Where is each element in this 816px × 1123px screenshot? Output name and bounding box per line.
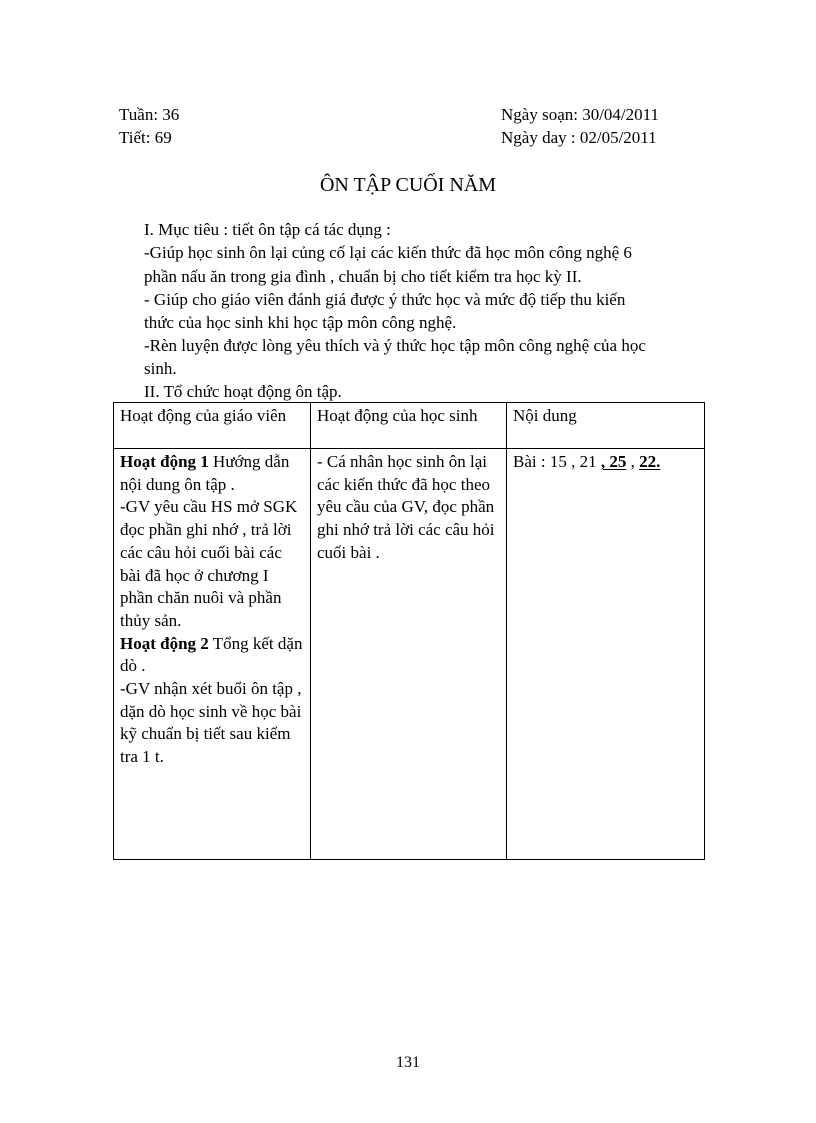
teacher-activities xyxy=(114,449,311,860)
content-prefix: Bài : 15 , 21 xyxy=(513,452,601,471)
table-header-row xyxy=(114,403,705,449)
activity1-subtitle: Hướng dẫn nội dung ôn tập . xyxy=(120,452,290,494)
page-number: 131 xyxy=(396,1054,420,1071)
activity1-heading xyxy=(120,451,304,496)
header-teacher: Hoạt động của giáo viên xyxy=(114,403,311,449)
activity1-title: Hoạt động 1 xyxy=(120,452,209,471)
header-content: Nội dung xyxy=(507,403,705,449)
activity2-heading xyxy=(120,633,304,678)
section1-line: thức của học sinh khi học tập môn công nghệ. xyxy=(144,313,457,332)
week-label: Tuần: 36 xyxy=(119,105,180,124)
table-row xyxy=(114,449,705,860)
lesson-content xyxy=(507,449,705,860)
content-sep: , xyxy=(626,452,640,471)
section1-line: sinh. xyxy=(144,359,177,378)
section1-line: phần nấu ăn trong gia đình , chuẩn bị cho tiết kiểm tra học kỳ II. xyxy=(144,267,582,286)
activity2-title: Hoạt động 2 xyxy=(120,633,209,653)
activity1-body: -GV yêu cầu HS mở SGK đọc phần ghi nhớ , trả lời các câu hỏi cuối bài các bài đã học ở chương I phần chăn nuôi và phần thủy sản. xyxy=(120,497,298,630)
content-lesson-25: , 25 xyxy=(600,452,627,471)
activity-table xyxy=(113,402,705,860)
activity2-body: -GV nhận xét buổi ôn tập , dặn dò học sinh về học bài kỹ chuẩn bị tiết sau kiểm tra 1 t. xyxy=(120,679,302,767)
header-student: Hoạt động của học sinh xyxy=(311,403,507,449)
section2-heading: II. Tổ chức hoạt động ôn tập. xyxy=(144,382,342,401)
page-title: ÔN TẬP CUỐI NĂM xyxy=(319,174,497,196)
student-activities: - Cá nhân học sinh ôn lại các kiến thức đã học theo yêu cầu của GV, đọc phần ghi nhớ trả lời các câu hỏi cuối bài . xyxy=(311,449,507,860)
prep-date: Ngày soạn: 30/04/2011 xyxy=(501,105,660,124)
section1-line: -Giúp học sinh ôn lại củng cố lại các kiến thức đã học môn công nghệ 6 xyxy=(144,243,632,262)
section1-line: - Giúp cho giáo viên đánh giá được ý thức học và mức độ tiếp thu kiến xyxy=(144,290,626,309)
teach-date: Ngày day : 02/05/2011 xyxy=(501,128,657,147)
period-label: Tiết: 69 xyxy=(119,128,172,147)
activity2-subtitle: Tổng kết dặn dò . xyxy=(120,633,303,676)
content-lesson-22: 22. xyxy=(639,452,661,471)
section1-line: -Rèn luyện được lòng yêu thích và ý thức học tập môn công nghệ của học xyxy=(144,336,646,355)
section1-heading: I. Mục tiêu : tiết ôn tập cá tác dụng : xyxy=(144,220,391,239)
